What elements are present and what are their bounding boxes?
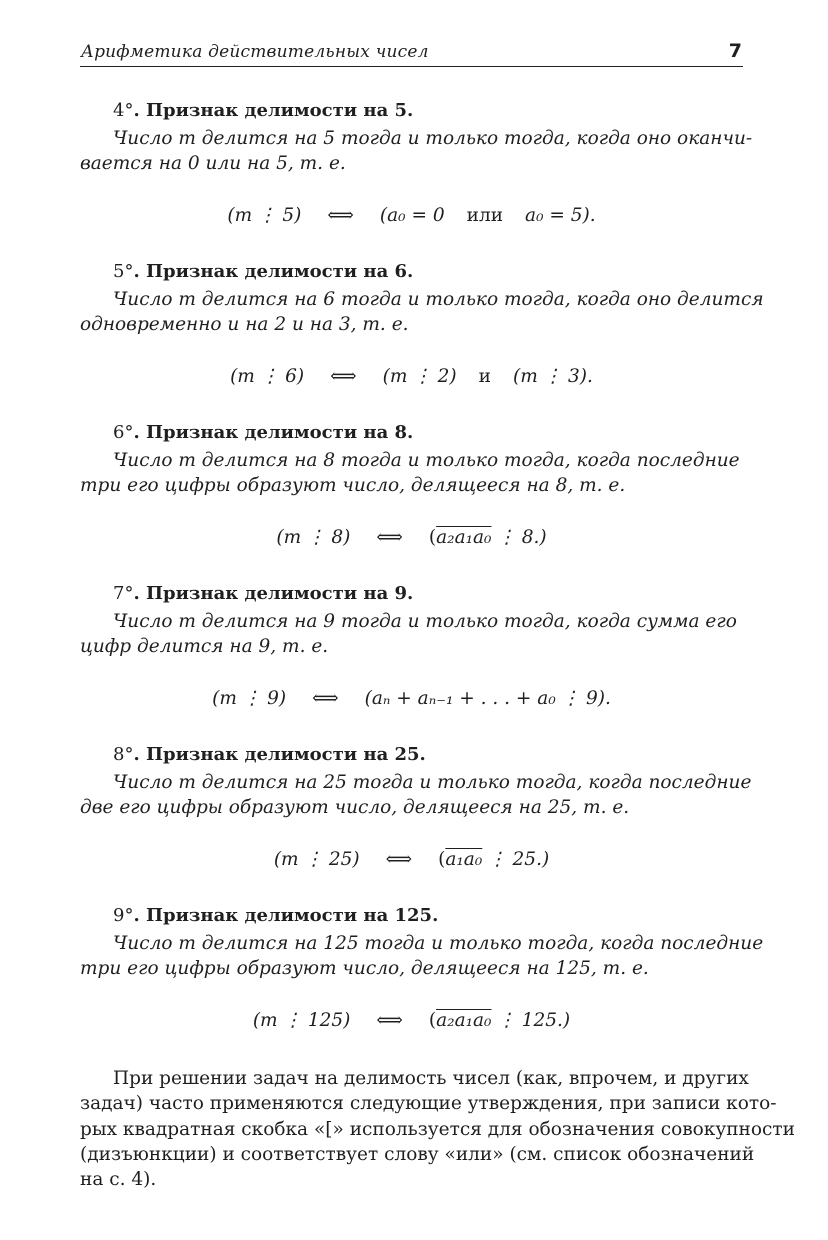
section-number: 7° xyxy=(113,583,134,604)
section-heading: Признак делимости на 25. xyxy=(146,744,426,765)
statement-line-2: вается на 0 или на 5, т. е. xyxy=(80,153,346,174)
section-number: 8° xyxy=(113,744,134,765)
formula-open-paren: ( xyxy=(438,849,446,870)
formula-connector: и xyxy=(478,366,491,387)
formula xyxy=(80,527,743,548)
formula-digits-overline: a₂a₁a₀ xyxy=(436,527,492,548)
formula-right-a: (m ⋮ 2) xyxy=(382,366,457,387)
statement-line-1: Число m делится на 25 тогда и только тогда, когда последние xyxy=(113,772,752,793)
section-title: 7°. Признак делимости на 9. xyxy=(113,583,414,604)
formula-open-paren: ( xyxy=(428,1010,437,1031)
iff-symbol: ⟺ xyxy=(330,366,357,387)
section-title: 6°. Признак делимости на 8. xyxy=(113,422,414,443)
book-page xyxy=(80,0,795,1240)
section-title: 4°. Признак делимости на 5. xyxy=(113,100,414,121)
statement-line-1: Число m делится на 5 тогда и только тогда, когда оно оканчи- xyxy=(113,128,753,149)
iff-symbol: ⟺ xyxy=(376,527,403,548)
section-heading: Признак делимости на 8. xyxy=(146,422,414,443)
page-number: 7 xyxy=(728,40,742,62)
formula-left: (m ⋮ 6) xyxy=(230,366,305,387)
formula-connector: или xyxy=(466,205,504,226)
paragraph-line: задач) часто применяются следующие утверждения, при записи кото- xyxy=(80,1093,777,1115)
formula-digits-overline: a₁a₀ xyxy=(445,849,483,870)
paragraph-line: на с. 4). xyxy=(80,1169,157,1191)
formula-left: (m ⋮ 25) xyxy=(273,849,360,870)
section-number: 9° xyxy=(113,905,134,926)
formula-right-b: a₀ = 5). xyxy=(525,205,596,226)
formula-right: (aₙ + aₙ₋₁ + . . . + a₀ ⋮ 9). xyxy=(364,688,611,709)
statement-line-1: Число m делится на 6 тогда и только тогда, когда оно делится xyxy=(113,289,764,310)
formula-left: (m ⋮ 5) xyxy=(227,205,302,226)
iff-symbol: ⟺ xyxy=(385,849,413,870)
section-heading: Признак делимости на 5. xyxy=(146,100,414,121)
formula-rest: ⋮ 25.) xyxy=(482,849,550,870)
formula-left: (m ⋮ 9) xyxy=(212,688,287,709)
paragraph-line: рых квадратная скобка «[» используется для обозначения совокупности xyxy=(80,1118,795,1140)
statement-line-2: цифр делится на 9, т. е. xyxy=(80,636,329,657)
formula-rest: ⋮ 8.) xyxy=(491,527,547,548)
running-header xyxy=(80,40,743,67)
formula-open-paren: ( xyxy=(428,527,437,548)
formula-right-b: (m ⋮ 3). xyxy=(513,366,593,387)
body-paragraph xyxy=(80,1066,795,1192)
formula xyxy=(80,688,743,709)
statement-line-2: одновременно и на 2 и на 3, т. е. xyxy=(80,314,409,335)
section-heading: Признак делимости на 6. xyxy=(146,261,414,282)
section-title: 5°. Признак делимости на 6. xyxy=(113,261,414,282)
iff-symbol: ⟺ xyxy=(327,205,354,226)
section-number: 4° xyxy=(113,100,134,121)
section-heading: Признак делимости на 125. xyxy=(146,905,439,926)
paragraph-line: При решении задач на делимость чисел (как, впрочем, и других xyxy=(113,1068,749,1089)
formula xyxy=(80,366,743,387)
formula-left: (m ⋮ 125) xyxy=(252,1010,351,1031)
statement-line-2: две его цифры образуют число, делящееся на 25, т. е. xyxy=(80,797,630,818)
formula-digits-overline: a₂a₁a₀ xyxy=(436,1010,492,1031)
iff-symbol: ⟺ xyxy=(312,688,339,709)
formula xyxy=(80,849,743,870)
header-title: Арифметика действительных чисел xyxy=(81,42,429,62)
paragraph-line: (дизъюнкции) и соответствует слову «или» (см. список обозначений xyxy=(80,1143,755,1165)
iff-symbol: ⟺ xyxy=(376,1010,403,1031)
formula xyxy=(80,1010,743,1031)
statement-line-1: Число m делится на 9 тогда и только тогда, когда сумма его xyxy=(113,611,737,632)
statement-line-2: три его цифры образуют число, делящееся на 8, т. е. xyxy=(80,475,626,496)
formula xyxy=(80,205,743,226)
statement-line-1: Число m делится на 8 тогда и только тогда, когда последние xyxy=(113,450,740,471)
statement-line-1: Число m делится на 125 тогда и только тогда, когда последние xyxy=(113,933,764,954)
section-number: 5° xyxy=(113,261,134,282)
section-title: 8°. Признак делимости на 25. xyxy=(113,744,426,765)
section-heading: Признак делимости на 9. xyxy=(146,583,414,604)
formula-left: (m ⋮ 8) xyxy=(276,527,351,548)
statement-line-2: три его цифры образуют число, делящееся на 125, т. е. xyxy=(80,958,649,979)
section-number: 6° xyxy=(113,422,134,443)
formula-right-a: (a₀ = 0 xyxy=(379,205,445,226)
formula-rest: ⋮ 125.) xyxy=(491,1010,571,1031)
section-title: 9°. Признак делимости на 125. xyxy=(113,905,439,926)
